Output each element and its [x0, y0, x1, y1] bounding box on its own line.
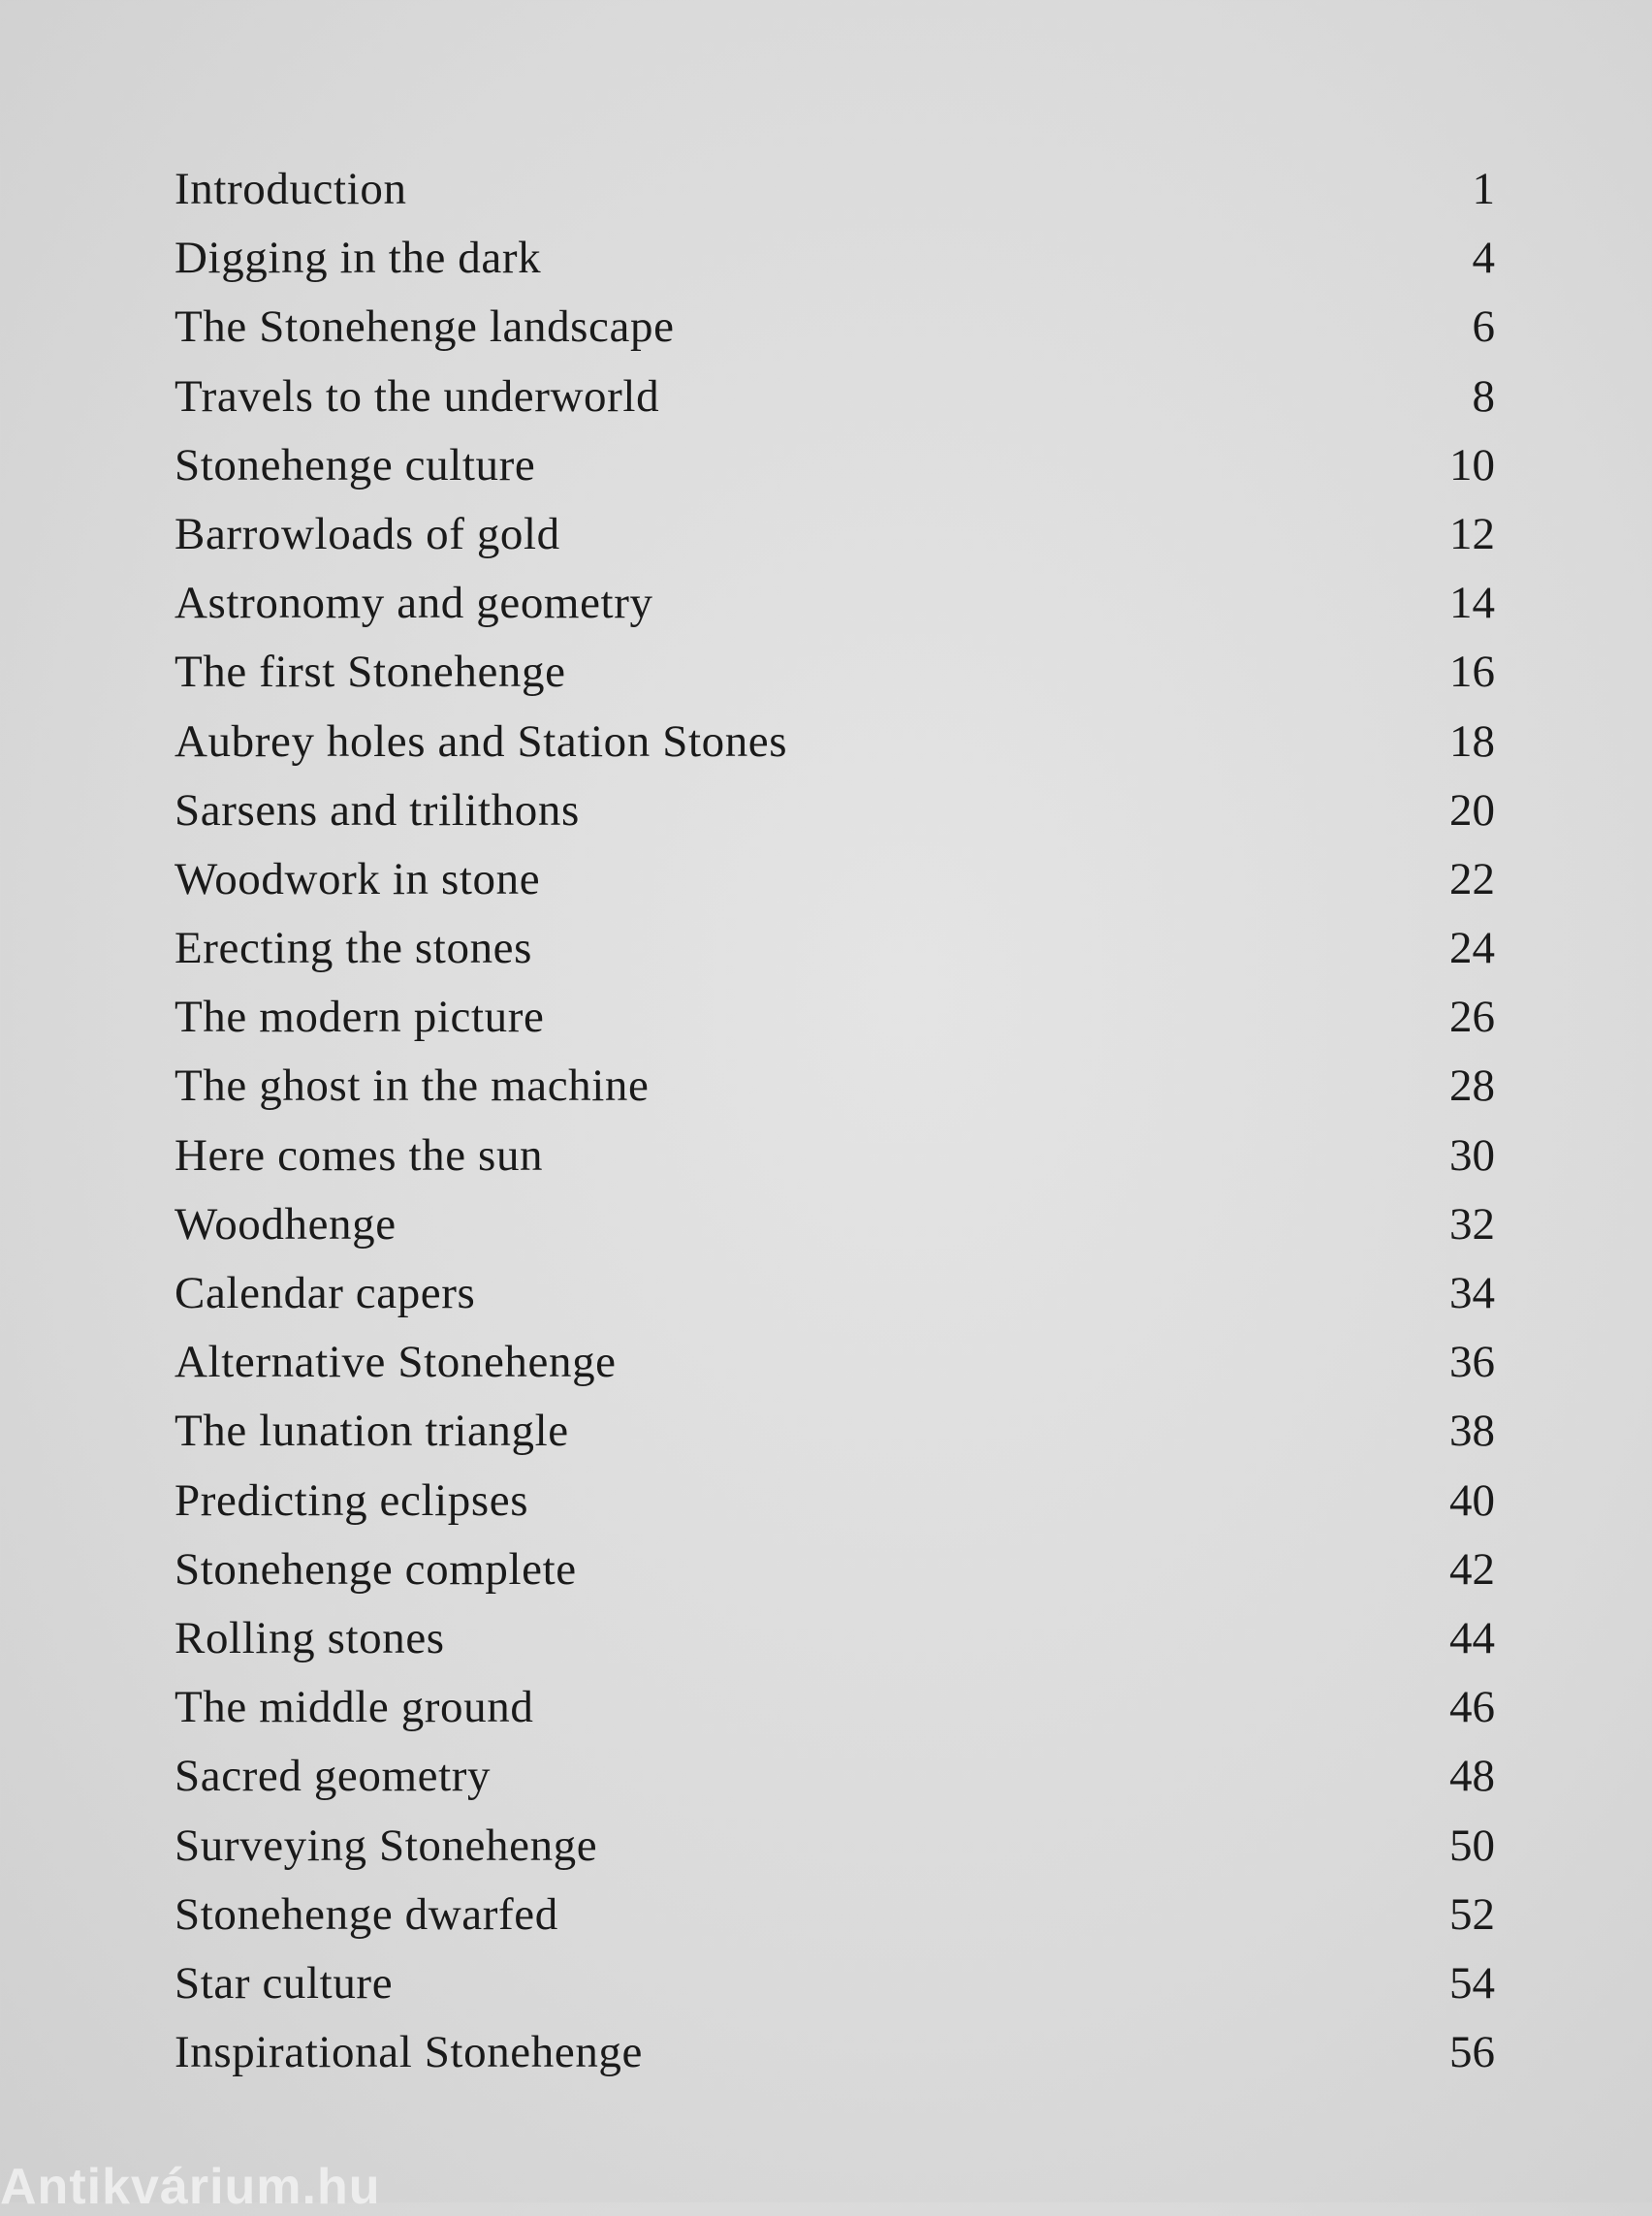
toc-entry [175, 293, 1495, 362]
toc-entry-title: Introduction [175, 164, 407, 214]
table-of-contents [175, 155, 1495, 2087]
toc-entry [175, 1535, 1495, 1604]
toc-entry-page: 26 [1449, 992, 1495, 1043]
toc-entry-page: 38 [1449, 1406, 1495, 1457]
toc-entry-title: Sacred geometry [175, 1751, 492, 1802]
toc-entry-title: The Stonehenge landscape [175, 301, 675, 353]
toc-entry-title: Sarsens and trilithons [175, 784, 580, 836]
toc-entry-page: 52 [1449, 1888, 1495, 1940]
toc-entry-title: Here comes the sun [175, 1129, 544, 1181]
toc-entry-title: Alternative Stonehenge [175, 1337, 617, 1388]
toc-entry-title: Calendar capers [175, 1268, 476, 1318]
toc-entry-page: 8 [1472, 370, 1495, 422]
toc-entry [175, 224, 1495, 293]
toc-entry-title: The modern picture [175, 992, 545, 1043]
toc-entry-page: 50 [1449, 1820, 1495, 1871]
toc-entry [175, 1052, 1495, 1121]
toc-entry [175, 708, 1495, 776]
toc-entry-page: 14 [1449, 578, 1495, 629]
toc-entry-title: Inspirational Stonehenge [175, 2027, 643, 2078]
toc-entry-page: 20 [1449, 784, 1495, 836]
toc-entry-title: Surveying Stonehenge [175, 1820, 598, 1871]
toc-entry [175, 1949, 1495, 2018]
toc-entry-page: 56 [1449, 2027, 1495, 2078]
toc-entry-page: 24 [1449, 923, 1495, 974]
toc-entry-title: Travels to the underworld [175, 370, 660, 422]
toc-entry-title: Stonehenge culture [175, 439, 536, 491]
toc-entry-title: Astronomy and geometry [175, 578, 653, 629]
toc-entry [175, 1881, 1495, 1949]
toc-entry [175, 1397, 1495, 1466]
toc-entry-title: Stonehenge dwarfed [175, 1888, 558, 1940]
toc-entry-page: 16 [1449, 647, 1495, 698]
toc-entry-title: The lunation triangle [175, 1406, 569, 1457]
toc-entry [175, 1122, 1495, 1190]
toc-entry-page: 28 [1449, 1061, 1495, 1112]
toc-entry [175, 638, 1495, 707]
toc-entry-title: Woodhenge [175, 1198, 397, 1250]
toc-entry-page: 12 [1449, 508, 1495, 559]
toc-entry [175, 1328, 1495, 1397]
toc-entry-page: 42 [1449, 1543, 1495, 1595]
watermark: Antikvárium.hu [0, 2159, 381, 2215]
toc-entry-title: Stonehenge complete [175, 1543, 577, 1595]
toc-entry-title: Aubrey holes and Station Stones [175, 715, 788, 767]
toc-entry [175, 1742, 1495, 1811]
toc-entry-title: Star culture [175, 1957, 394, 2009]
toc-entry-title: Erecting the stones [175, 923, 533, 974]
toc-entry-page: 1 [1472, 164, 1495, 214]
toc-entry-page: 32 [1449, 1198, 1495, 1250]
toc-entry-title: The first Stonehenge [175, 647, 566, 698]
toc-entry-title: Rolling stones [175, 1612, 445, 1663]
toc-entry-page: 22 [1449, 853, 1495, 904]
toc-entry [175, 845, 1495, 914]
toc-entry [175, 776, 1495, 845]
toc-entry [175, 1673, 1495, 1742]
toc-entry-page: 34 [1449, 1268, 1495, 1318]
toc-entry-page: 46 [1449, 1682, 1495, 1733]
toc-entry-page: 18 [1449, 715, 1495, 767]
toc-entry [175, 363, 1495, 431]
toc-entry [175, 1190, 1495, 1259]
toc-entry [175, 155, 1495, 224]
toc-entry [175, 500, 1495, 569]
toc-entry-page: 10 [1449, 439, 1495, 491]
toc-entry-page: 36 [1449, 1337, 1495, 1388]
toc-entry-title: Woodwork in stone [175, 853, 541, 904]
toc-entry [175, 2018, 1495, 2087]
toc-entry [175, 983, 1495, 1052]
toc-entry-page: 44 [1449, 1612, 1495, 1663]
toc-entry [175, 1812, 1495, 1881]
toc-entry-page: 6 [1472, 301, 1495, 353]
toc-entry-page: 4 [1472, 233, 1495, 284]
toc-entry [175, 1604, 1495, 1673]
toc-entry [175, 569, 1495, 638]
toc-entry-title: Digging in the dark [175, 233, 542, 284]
toc-entry-title: The ghost in the machine [175, 1061, 650, 1112]
toc-entry-page: 48 [1449, 1751, 1495, 1802]
toc-entry [175, 1259, 1495, 1328]
toc-entry-page: 40 [1449, 1474, 1495, 1526]
toc-entry-title: The middle ground [175, 1682, 534, 1733]
toc-entry-title: Predicting eclipses [175, 1474, 529, 1526]
toc-entry [175, 914, 1495, 983]
toc-entry [175, 1467, 1495, 1535]
toc-entry-title: Barrowloads of gold [175, 508, 560, 559]
toc-entry [175, 431, 1495, 500]
toc-entry-page: 54 [1449, 1957, 1495, 2009]
toc-entry-page: 30 [1449, 1129, 1495, 1181]
